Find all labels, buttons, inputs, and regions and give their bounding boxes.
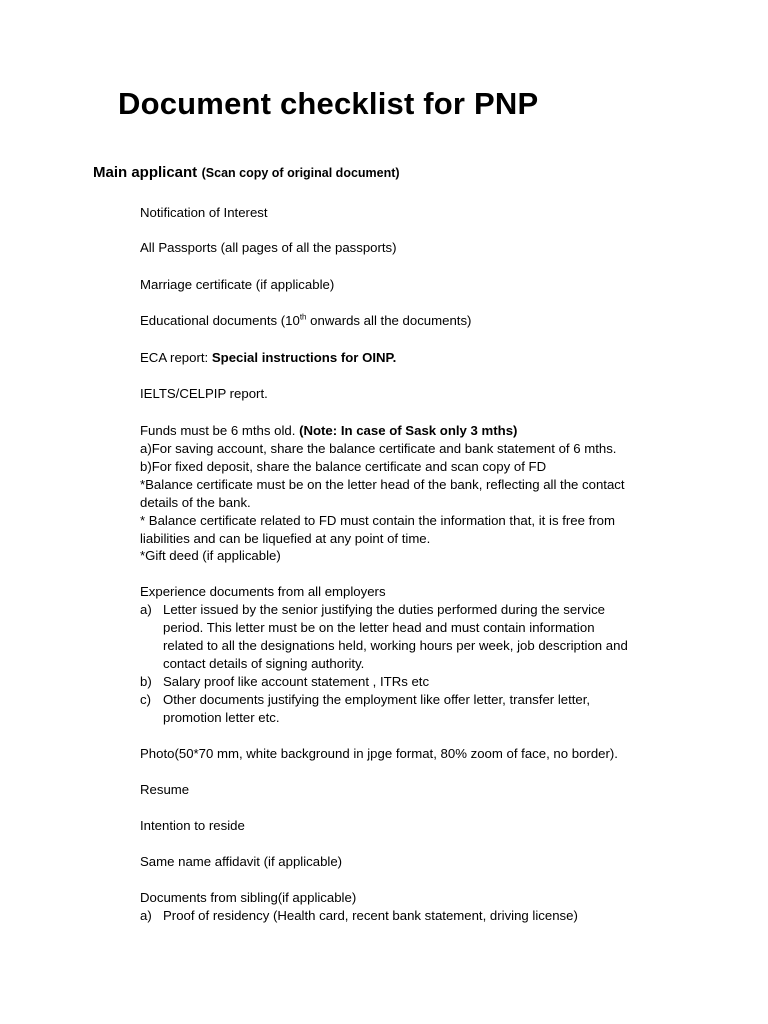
section-heading-main-applicant — [93, 164, 400, 182]
list-item-line: Other documents justifying the employment like offer letter, transfer letter, — [163, 692, 591, 707]
list-marker: a) — [140, 908, 152, 923]
list-marker: b) — [140, 674, 152, 689]
sibling-heading: Documents from sibling(if applicable) — [140, 890, 357, 905]
eca-special-instructions: Special instructions for OINP. — [211, 350, 397, 365]
educational-text-prefix: Educational documents (10 — [140, 313, 300, 328]
item-eca-report — [140, 349, 396, 367]
funds-line: b)For fixed deposit, share the balance certificate and scan copy of FD — [140, 459, 547, 474]
list-item-body — [163, 601, 693, 673]
funds-line: *Gift deed (if applicable) — [140, 548, 281, 563]
experience-heading: Experience documents from all employers — [140, 584, 386, 599]
funds-line: details of the bank. — [140, 495, 251, 510]
funds-line: liabilities and can be liquefied at any point of time. — [140, 531, 431, 546]
section-heading-note: (Scan copy of original document) — [201, 166, 400, 180]
item-educational-documents — [140, 312, 471, 330]
list-item-line: related to all the designations held, working hours per week, job description and — [163, 638, 628, 653]
section-heading-label: Main applicant — [93, 164, 198, 181]
funds-intro-text: Funds must be 6 mths old. — [140, 423, 300, 438]
item-resume: Resume — [140, 782, 190, 797]
item-notification-of-interest: Notification of Interest — [140, 205, 268, 220]
list-item-body — [163, 673, 693, 691]
list-item-line: Salary proof like account statement , ITRs etc — [163, 674, 430, 689]
educational-text-suffix: onwards all the documents) — [306, 313, 472, 328]
educational-superscript: th — [299, 312, 307, 322]
document-title: Document checklist for PNP — [118, 86, 539, 121]
funds-line: * Balance certificate related to FD must contain the information that, it is free from — [140, 513, 615, 528]
item-photo: Photo(50*70 mm, white background in jpge format, 80% zoom of face, no border). — [140, 746, 618, 761]
funds-note: (Note: In case of Sask only 3 mths) — [299, 423, 518, 438]
list-item-line: promotion letter etc. — [163, 710, 280, 725]
list-item-line: contact details of signing authority. — [163, 656, 365, 671]
item-marriage-certificate: Marriage certificate (if applicable) — [140, 277, 335, 292]
list-item-line: Proof of residency (Health card, recent bank statement, driving license) — [163, 908, 578, 923]
eca-label: ECA report: — [140, 350, 212, 365]
funds-intro — [140, 422, 517, 440]
list-item-body — [163, 907, 693, 925]
list-marker: c) — [140, 692, 151, 707]
list-item-line: Letter issued by the senior justifying the duties performed during the service — [163, 602, 606, 617]
list-item-body — [163, 691, 693, 727]
item-passports: All Passports (all pages of all the passports) — [140, 240, 397, 255]
list-marker: a) — [140, 602, 152, 617]
item-ielts-celpip: IELTS/CELPIP report. — [140, 386, 268, 401]
funds-line: a)For saving account, share the balance certificate and bank statement of 6 mths. — [140, 441, 617, 456]
item-same-name-affidavit: Same name affidavit (if applicable) — [140, 854, 343, 869]
list-item-line: period. This letter must be on the letter head and must contain information — [163, 620, 595, 635]
item-intention-to-reside: Intention to reside — [140, 818, 245, 833]
funds-line: *Balance certificate must be on the letter head of the bank, reflecting all the contact — [140, 477, 625, 492]
